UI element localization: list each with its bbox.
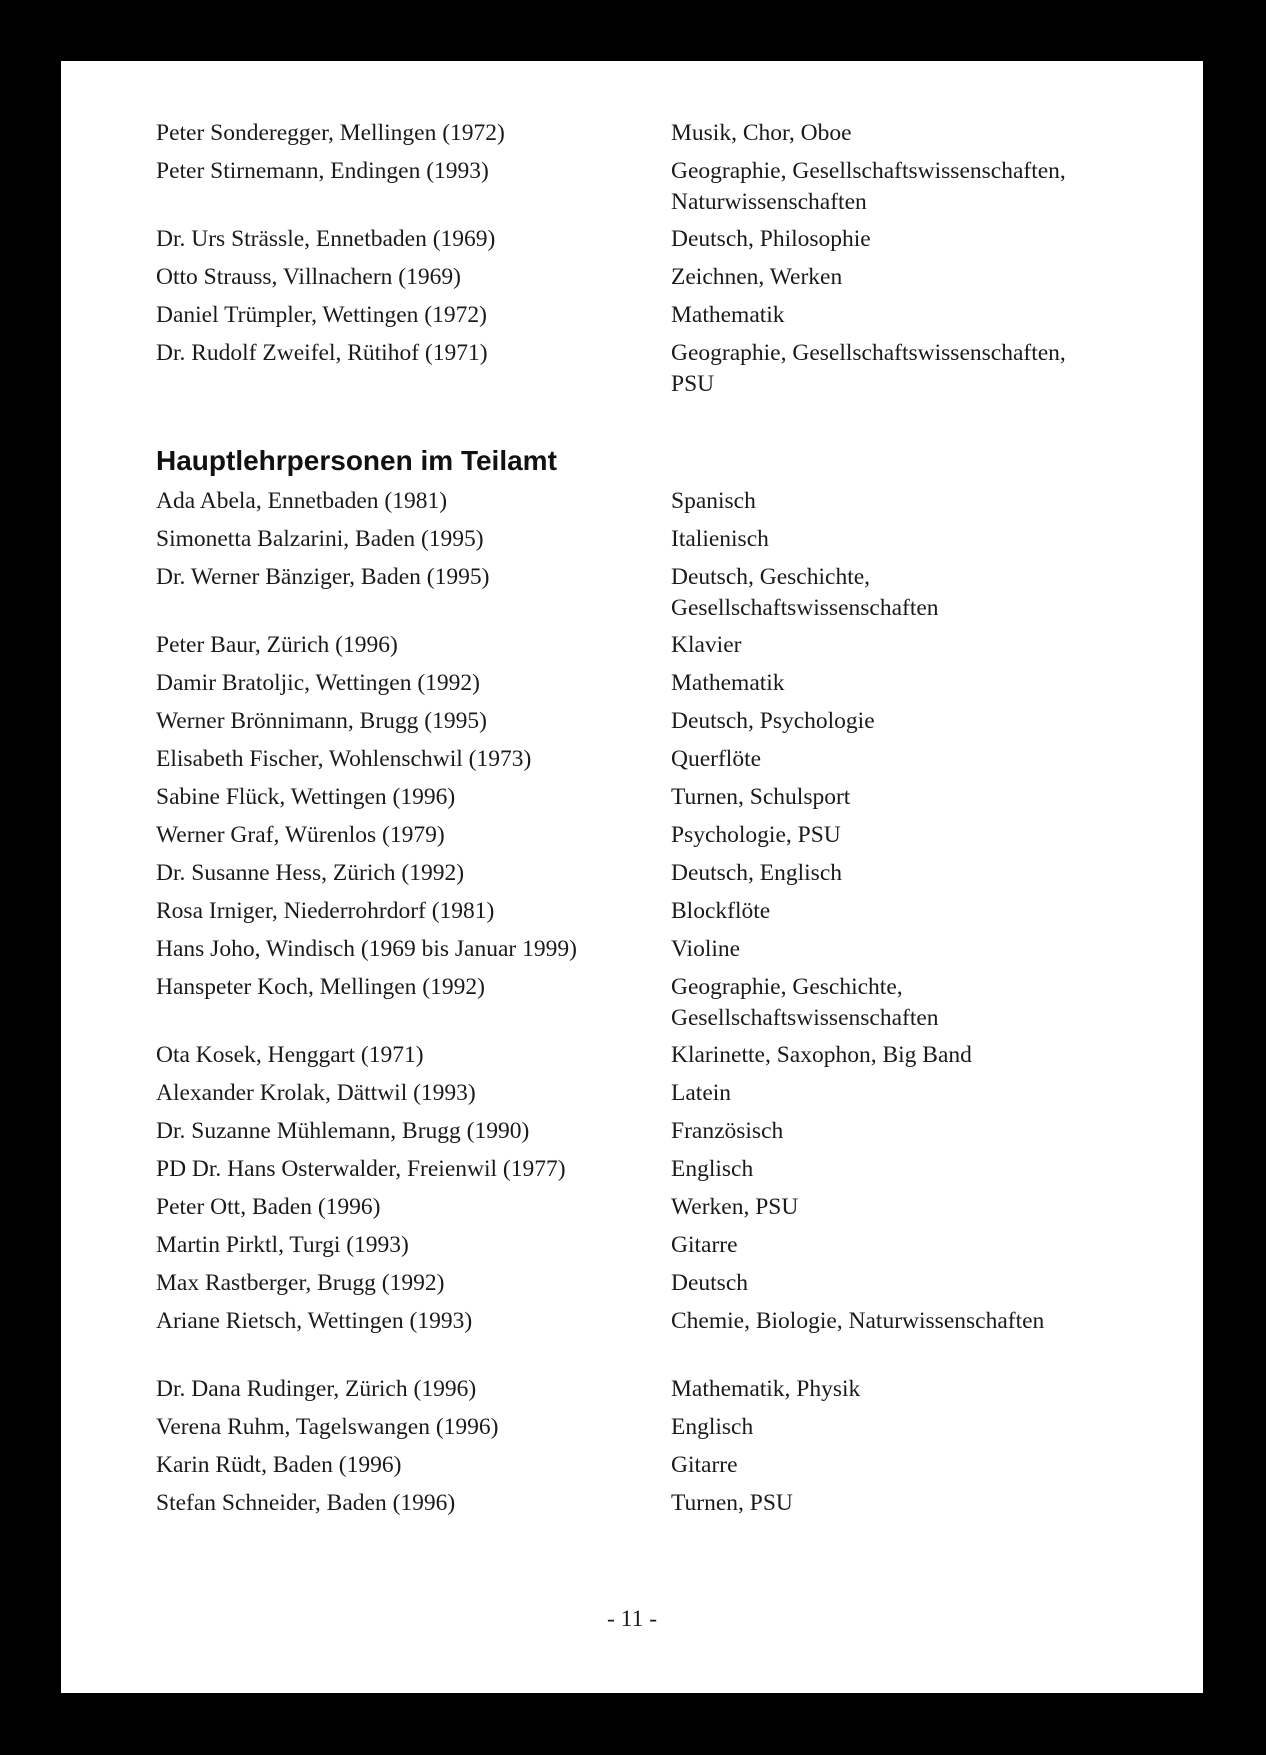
teacher-subjects: Französisch (671, 1118, 784, 1144)
list-item (156, 630, 1156, 668)
teacher-subjects: Englisch (671, 1414, 754, 1440)
teacher-name: PD Dr. Hans Osterwalder, Freienwil (1977) (156, 1156, 566, 1182)
teacher-name: Alexander Krolak, Dättwil (1993) (156, 1080, 476, 1106)
list-item (156, 156, 1156, 224)
list-item (156, 744, 1156, 782)
page-content (156, 118, 1156, 1526)
list-item (156, 300, 1156, 338)
teacher-subjects: Psychologie, PSU (671, 822, 841, 848)
document-page (61, 61, 1203, 1693)
teacher-name: Werner Graf, Würenlos (1979) (156, 822, 445, 848)
teacher-subjects: Gitarre (671, 1452, 738, 1478)
teacher-subjects: Deutsch, Philosophie (671, 226, 871, 252)
teacher-subjects: Musik, Chor, Oboe (671, 120, 852, 146)
list-item (156, 934, 1156, 972)
teacher-subjects: Italienisch (671, 526, 769, 552)
teacher-subjects: Werken, PSU (671, 1194, 799, 1220)
list-item (156, 972, 1156, 1040)
list-item (156, 1450, 1156, 1488)
teacher-name: Otto Strauss, Villnachern (1969) (156, 264, 461, 290)
teacher-name: Hans Joho, Windisch (1969 bis Januar 1999) (156, 936, 577, 962)
list-item (156, 338, 1156, 406)
list-item (156, 1078, 1156, 1116)
teacher-name: Dr. Susanne Hess, Zürich (1992) (156, 860, 465, 886)
teacher-subjects: Violine (671, 936, 741, 962)
teacher-name: Rosa Irniger, Niederrohrdorf (1981) (156, 898, 495, 924)
list-item (156, 486, 1156, 524)
teacher-subjects: Deutsch, Englisch (671, 860, 842, 886)
teacher-name: Dr. Suzanne Mühlemann, Brugg (1990) (156, 1118, 530, 1144)
teacher-name: Damir Bratoljic, Wettingen (1992) (156, 670, 480, 696)
list-item (156, 858, 1156, 896)
teacher-name: Dr. Dana Rudinger, Zürich (1996) (156, 1376, 477, 1402)
teacher-name: Dr. Werner Bänziger, Baden (1995) (156, 564, 490, 590)
teacher-subjects: Deutsch, Psychologie (671, 708, 875, 734)
list-item (156, 1116, 1156, 1154)
list-item (156, 1040, 1156, 1078)
list-item (156, 782, 1156, 820)
teacher-name: Karin Rüdt, Baden (1996) (156, 1452, 402, 1478)
teacher-name: Verena Ruhm, Tagelswangen (1996) (156, 1414, 499, 1440)
teacher-subjects: Mathematik (671, 670, 785, 696)
teacher-subjects: Klarinette, Saxophon, Big Band (671, 1042, 972, 1068)
list-item (156, 1192, 1156, 1230)
teacher-subjects: Mathematik, Physik (671, 1376, 861, 1402)
list-item (156, 668, 1156, 706)
list-item (156, 562, 1156, 630)
teacher-name: Peter Baur, Zürich (1996) (156, 632, 398, 658)
teacher-subjects: Chemie, Biologie, Naturwissenschaften (671, 1308, 1045, 1334)
page-number: - 11 - (606, 1606, 658, 1632)
teacher-name: Stefan Schneider, Baden (1996) (156, 1490, 456, 1516)
teacher-name: Elisabeth Fischer, Wohlenschwil (1973) (156, 746, 532, 772)
list-item (156, 224, 1156, 262)
teacher-subjects: Deutsch, Geschichte, Gesellschaftswissenschaften (671, 564, 939, 621)
list-item (156, 262, 1156, 300)
teacher-subjects: Querflöte (671, 746, 762, 772)
list-item (156, 524, 1156, 562)
teacher-name: Simonetta Balzarini, Baden (1995) (156, 526, 484, 552)
teacher-name: Peter Ott, Baden (1996) (156, 1194, 381, 1220)
teacher-name: Sabine Flück, Wettingen (1996) (156, 784, 456, 810)
teacher-subjects: Geographie, Gesellschaftswissenschaften, PSU (671, 340, 1066, 397)
teacher-name: Ota Kosek, Henggart (1971) (156, 1042, 424, 1068)
teacher-name: Werner Brönnimann, Brugg (1995) (156, 708, 487, 734)
teacher-subjects: Geographie, Geschichte, Gesellschaftswissenschaften (671, 974, 939, 1031)
teacher-subjects: Blockflöte (671, 898, 771, 924)
teacher-subjects: Mathematik (671, 302, 785, 328)
teacher-name: Dr. Urs Strässle, Ennetbaden (1969) (156, 226, 496, 252)
list-item (156, 1230, 1156, 1268)
list-item (156, 1268, 1156, 1306)
teacher-subjects: Gitarre (671, 1232, 738, 1258)
teacher-name: Max Rastberger, Brugg (1992) (156, 1270, 445, 1296)
list-item (156, 706, 1156, 744)
list-item (156, 896, 1156, 934)
teacher-subjects: Latein (671, 1080, 732, 1106)
teacher-name: Peter Stirnemann, Endingen (1993) (156, 158, 489, 184)
list-item (156, 1412, 1156, 1450)
teacher-subjects: Turnen, PSU (671, 1490, 793, 1516)
list-item (156, 1154, 1156, 1192)
list-item (156, 820, 1156, 858)
teacher-subjects: Geographie, Gesellschaftswissenschaften, Naturwissenschaften (671, 158, 1066, 215)
teacher-name: Daniel Trümpler, Wettingen (1972) (156, 302, 487, 328)
section-spacer (156, 406, 1156, 444)
teacher-name: Peter Sonderegger, Mellingen (1972) (156, 120, 505, 146)
section-heading: Hauptlehrpersonen im Teilamt (156, 445, 557, 476)
teacher-subjects: Klavier (671, 632, 742, 658)
teacher-subjects: Turnen, Schulsport (671, 784, 851, 810)
teacher-name: Hanspeter Koch, Mellingen (1992) (156, 974, 485, 1000)
list-item (156, 118, 1156, 156)
teacher-name: Ada Abela, Ennetbaden (1981) (156, 488, 448, 514)
teacher-name: Dr. Rudolf Zweifel, Rütihof (1971) (156, 340, 488, 366)
list-item (156, 1488, 1156, 1526)
teacher-subjects: Deutsch (671, 1270, 749, 1296)
teacher-subjects: Englisch (671, 1156, 754, 1182)
list-item (156, 1374, 1156, 1412)
teacher-subjects: Zeichnen, Werken (671, 264, 843, 290)
list-item (156, 1306, 1156, 1374)
teacher-name: Ariane Rietsch, Wettingen (1993) (156, 1308, 473, 1334)
teacher-name: Martin Pirktl, Turgi (1993) (156, 1232, 409, 1258)
teacher-subjects: Spanisch (671, 488, 756, 514)
